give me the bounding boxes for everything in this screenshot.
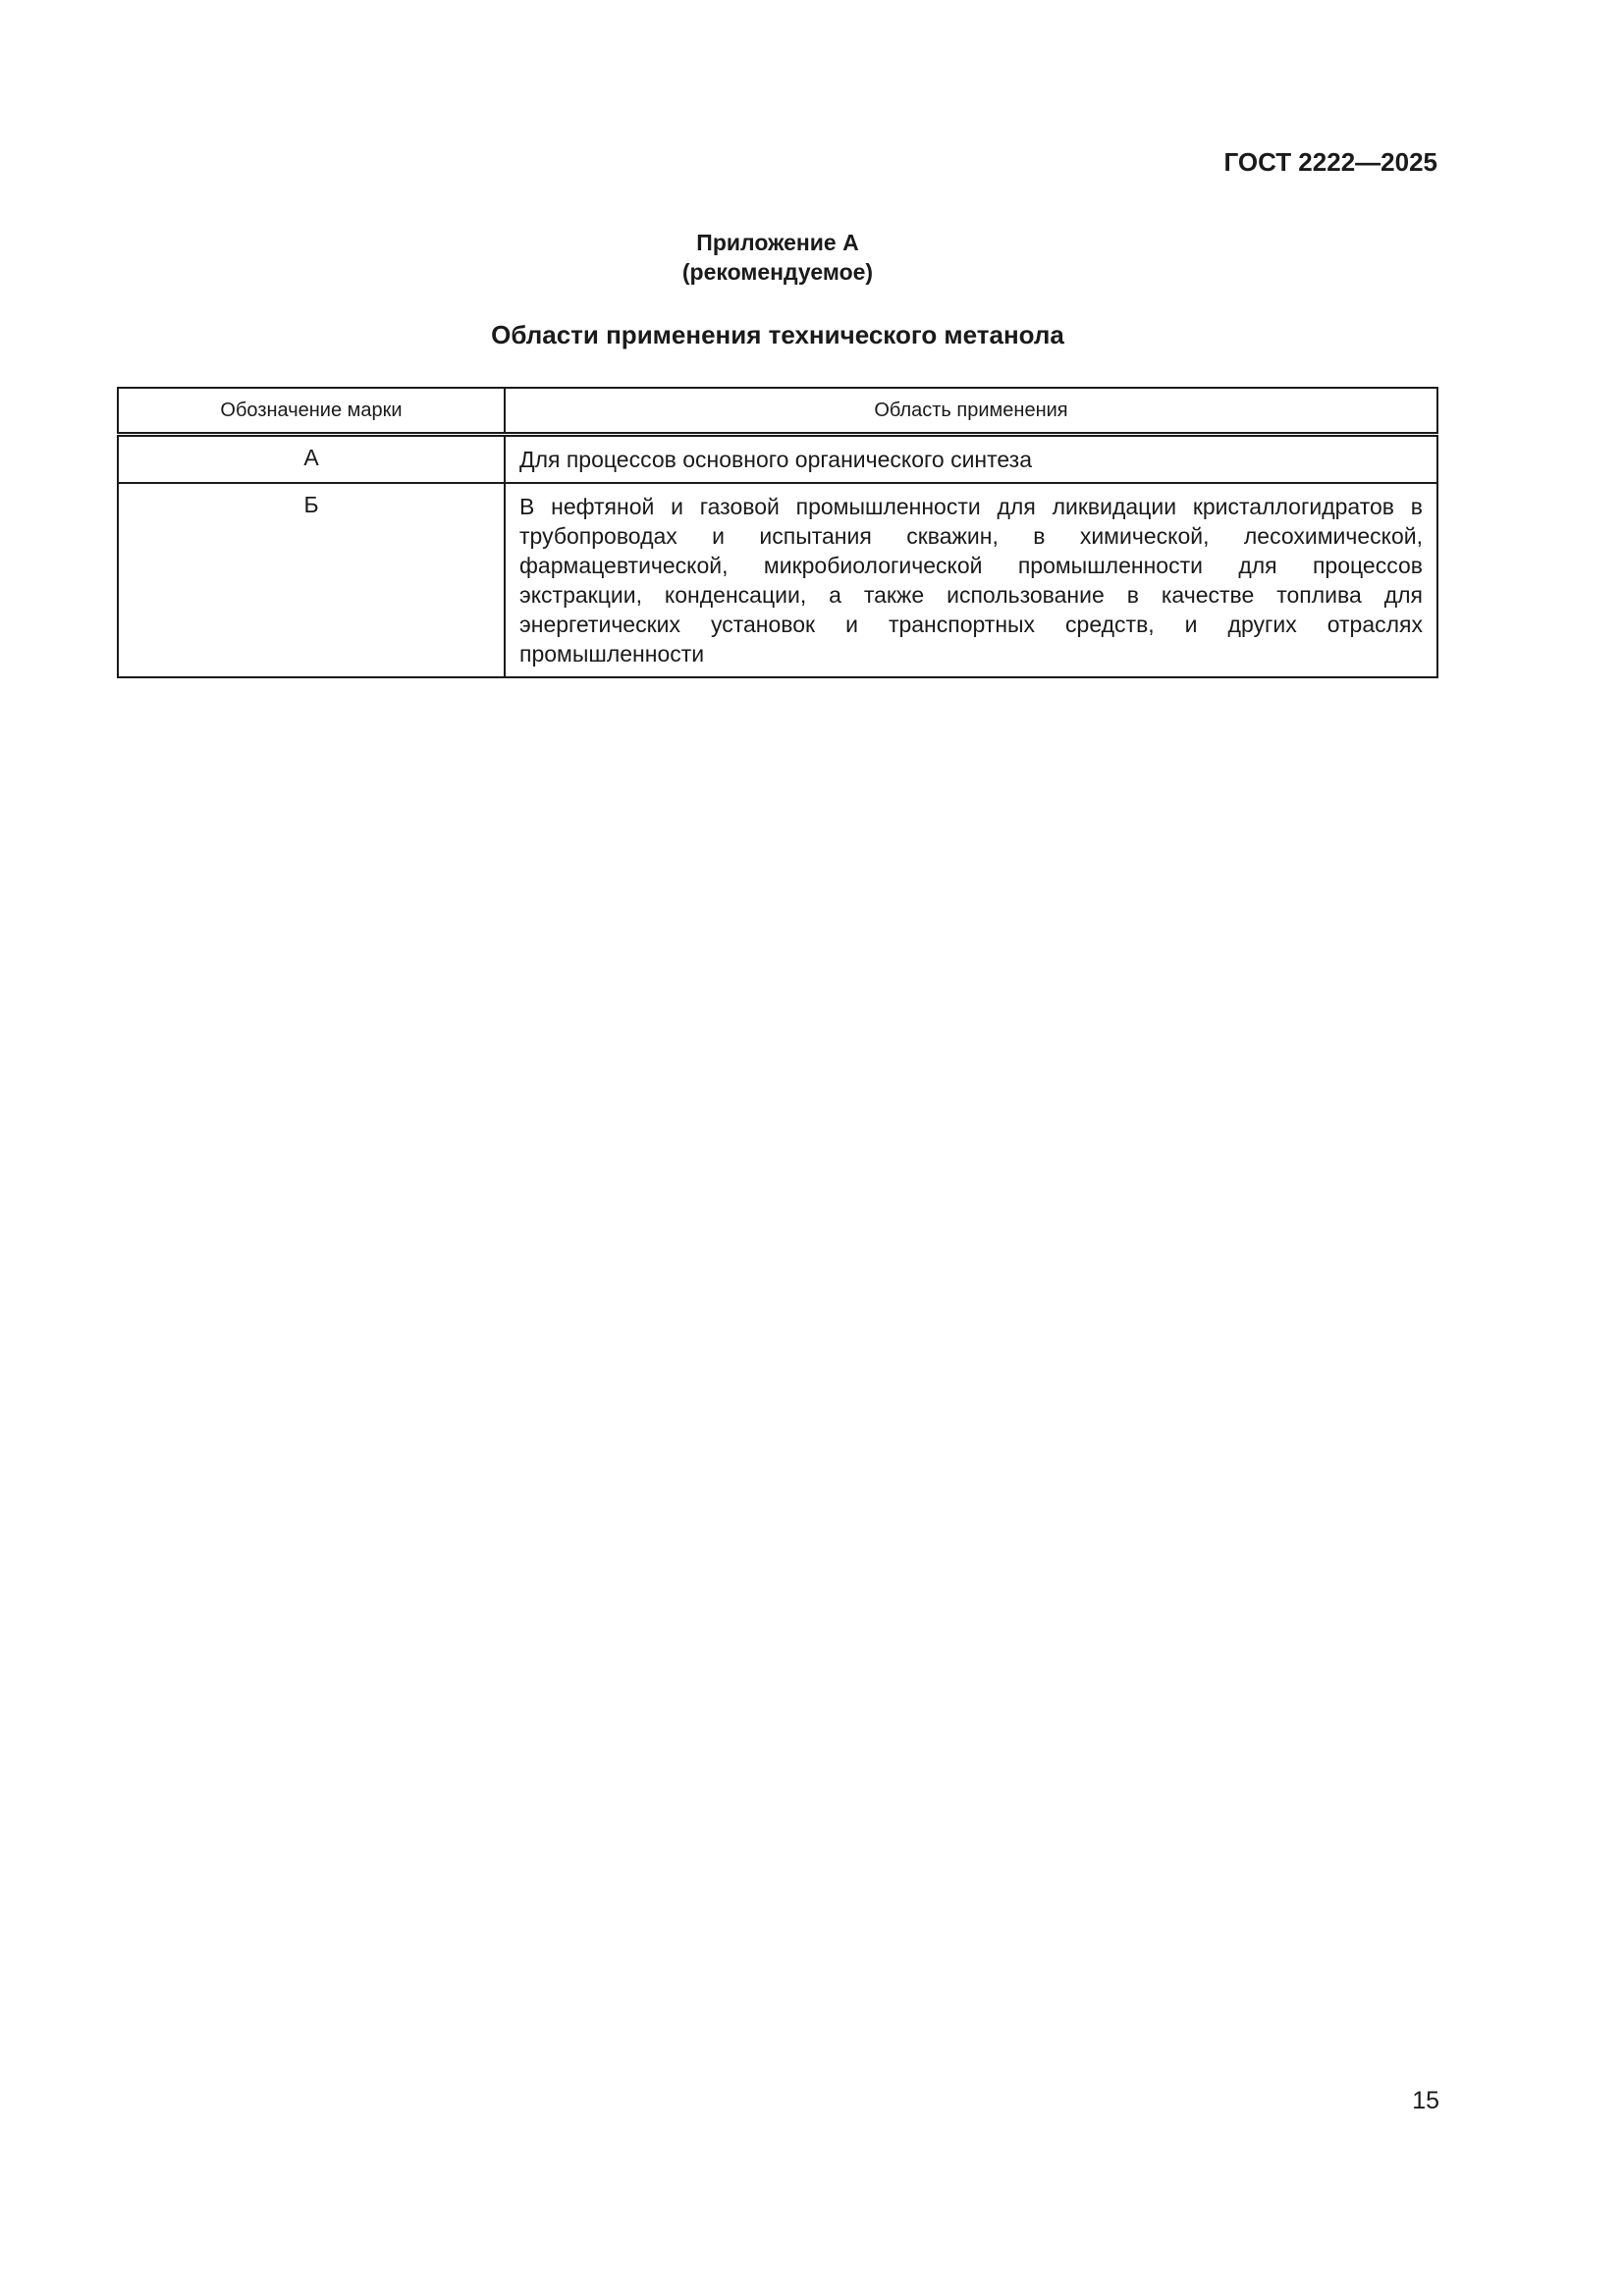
appendix-heading — [0, 228, 1555, 287]
section-title: Области применения технического метанола — [491, 320, 1064, 349]
area-cell: Для процессов основного органического синтеза — [505, 435, 1437, 484]
table-row — [118, 483, 1437, 677]
table-row — [118, 435, 1437, 484]
mark-cell: А — [118, 435, 505, 484]
appendix-subtitle: (рекомендуемое) — [681, 259, 874, 285]
application-table — [117, 387, 1438, 678]
column-header-mark: Обозначение марки — [118, 388, 505, 435]
appendix-title: Приложение А — [696, 230, 859, 255]
mark-cell: Б — [118, 483, 505, 677]
area-cell: В нефтяной и газовой промышленности для ликвидации кристаллогидратов в трубопроводах и испытания скважин, в химической, лесохимической, фармацевтической, микробиологической промышленности для процессов экстракции, конденсации, а также использование в качестве топлива для энергетических установок и транспортных средств, и других отраслях промышленности — [505, 483, 1437, 677]
table-header-row — [118, 388, 1437, 435]
column-header-area: Область применения — [505, 388, 1437, 435]
page-number: 15 — [1412, 2087, 1439, 2114]
document-code: ГОСТ 2222—2025 — [1223, 147, 1437, 177]
